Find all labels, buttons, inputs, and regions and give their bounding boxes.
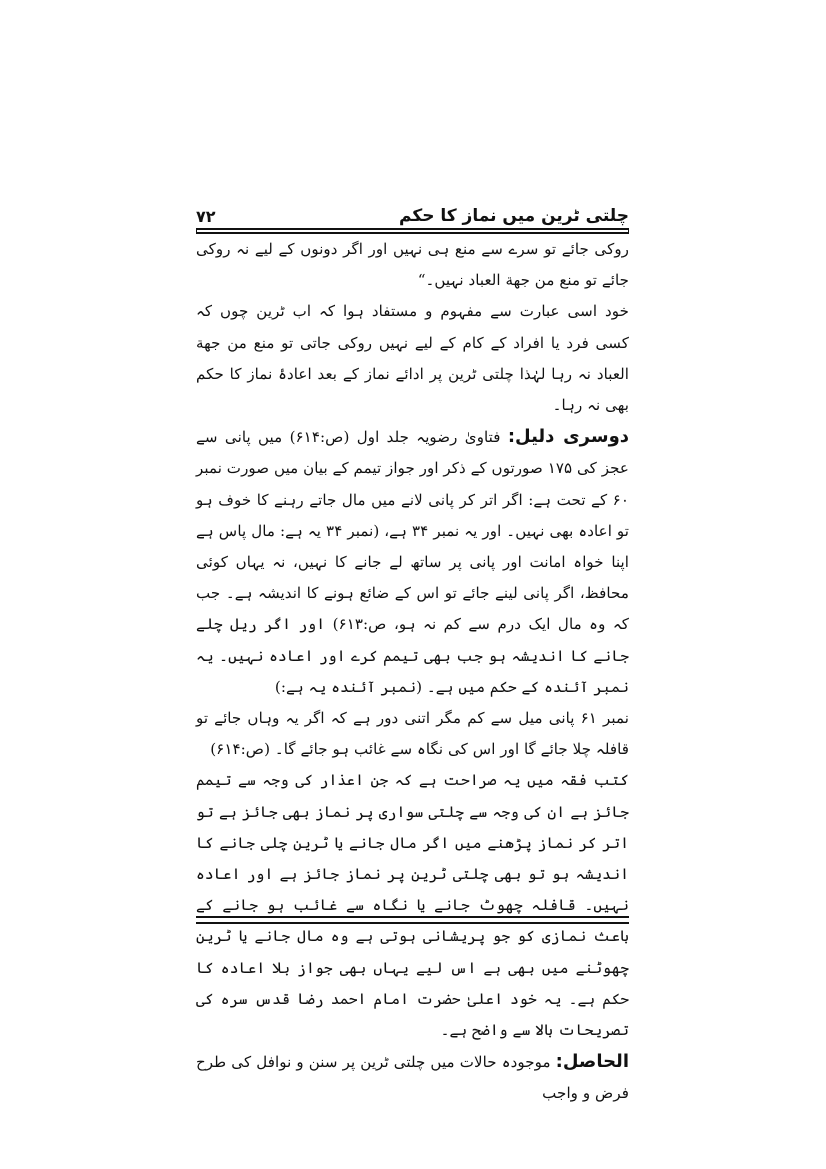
paragraph-3 bbox=[196, 421, 629, 703]
paragraph-text: نمبر ۶۱ پانی میل سے کم مگر اتنی دور ہے کہ اگر یہ وہاں جائے تو قافلہ چلا جائے گا اور اس کی نگاہ سے غائب ہو جائے گا۔ (ص:۶۱۴) bbox=[196, 709, 629, 759]
section-heading: دوسری دلیل: bbox=[507, 426, 629, 448]
paragraph-text: خود اسی عبارت سے مفہوم و مستفاد ہوا کہ اب ٹرین چوں کہ کسی فرد یا افراد کے کام کے لیے نہیں روکی جاتی تو منع من جهة العباد نہ رہا لہٰذا چلتی ٹرین پر ادائے نماز کے بعد اعادۂ نماز کا حکم بھی نہ رہا۔ bbox=[196, 302, 629, 415]
paragraph-2 bbox=[196, 296, 629, 421]
paragraph-5 bbox=[196, 765, 629, 1046]
paragraph-text: فتاویٰ رضویہ جلد اول (ص:۶۱۴) میں پانی سے عجز کی ۱۷۵ صورتوں کے ذکر اور جواز تیمم کے بیان میں صورت نمبر ۶۰ کے تحت ہے: اگر اتر کر پانی لانے میں مال جاتے رہنے کا خوف ہو تو اعادہ بھی نہیں۔ اور یہ نمبر ۳۴ ہے، (نمبر ۳۴ یہ ہے: مال پاس ہے اپنا خواہ امانت اور پانی پر ساتھ لے جانے کا نہیں، نہ یہاں کوئی محافظ، اگر پانی لینے جائے تو اس کے ضائع ہونے کا اندیشہ ہے۔ جب کہ وہ مال ایک درم سے کم نہ ہو، ص:۶۱۳) اور اگر ریل چلے جانے کا اندیشہ ہو جب بھی تیمم کرے اور اعادہ نہیں۔ یہ نمبر آئندہ کے حکم میں ہے۔ (نمبر آئندہ یہ ہے:) bbox=[196, 428, 630, 696]
footer-double-rule bbox=[196, 916, 629, 928]
footer-rule-line bbox=[196, 922, 629, 924]
running-title: چلتی ٹرین میں نماز کا حکم bbox=[398, 206, 629, 226]
paragraph-4 bbox=[196, 703, 629, 765]
paragraph-text: موجودہ حالات میں چلتی ٹرین پر سنن و نوافل کی طرح فرض و واجب bbox=[196, 1053, 629, 1103]
footer-rule-line bbox=[196, 916, 629, 918]
page-body bbox=[196, 234, 629, 1110]
book-page bbox=[196, 198, 629, 1110]
section-heading: الحاصل: bbox=[555, 1051, 629, 1073]
page-number: ۷۲ bbox=[196, 207, 216, 226]
paragraph-1 bbox=[196, 234, 629, 296]
paragraph-6 bbox=[196, 1046, 629, 1109]
paragraph-text: کتب فقہ میں یہ صراحت ہے کہ جن اعذار کی وجہ سے تیمم جائز ہے ان کی وجہ سے چلتی سواری پر نماز بھی جائز ہے تو اتر کر نماز پڑھنے میں اگر مال جانے یا ٹرین چلی جانے کا اندیشہ ہو تو بھی چلتی ٹرین پر نماز جائز ہے اور اعادہ نہیں۔ قافلہ چھوٹ جانے یا نگاہ سے غائب ہو جانے کے باعث نمازی کو جو پریشانی ہوتی ہے وہ مال جانے یا ٹرین چھوٹنے میں بھی ہے اس لیے یہاں بھی جواز بلا اعادہ کا حکم ہے۔ یہ خود اعلیٰ حضرت امام احمد رضا قدس سرہ کی تصریحات بالا سے واضح ہے۔ bbox=[196, 771, 629, 1040]
page-header bbox=[196, 198, 629, 230]
paragraph-text: روکی جائے تو سرے سے منع ہی نہیں اور اگر دونوں کے لیے نہ روکی جائے تو منع من جهة العباد نہیں۔“ bbox=[196, 240, 629, 290]
